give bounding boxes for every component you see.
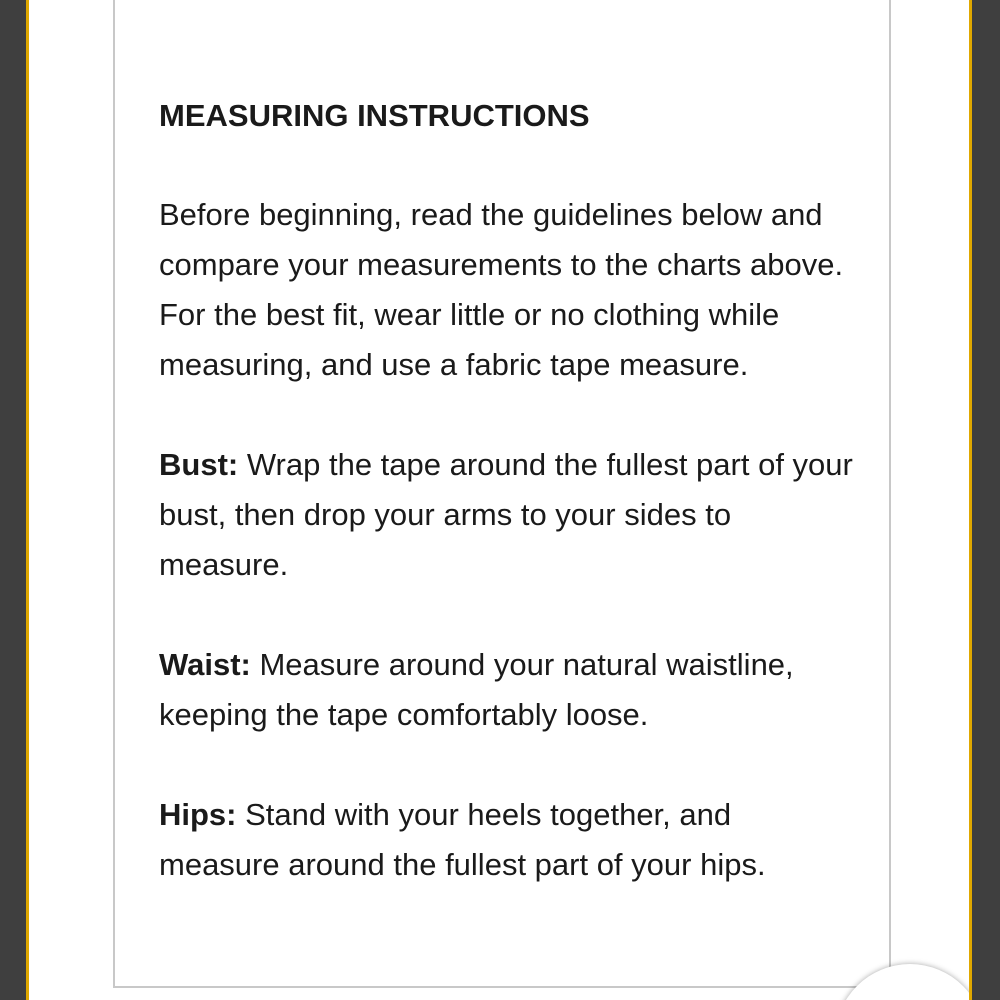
intro-line-2: For the best fit, wear little or no clothing while measuring, and use a fabric tape measure. <box>159 297 780 382</box>
hips-label: Hips: <box>159 797 237 832</box>
bust-text: Wrap the tape around the fullest part of your bust, then drop your arms to your sides to measure. <box>159 447 853 582</box>
page-viewport <box>26 0 972 1000</box>
section-title: MEASURING INSTRUCTIONS <box>159 98 590 133</box>
bust-instruction <box>159 440 859 590</box>
bust-label: Bust: <box>159 447 239 482</box>
waist-text: Measure around your natural waistline, keeping the tape comfortably loose. <box>159 647 794 732</box>
intro-paragraph <box>159 190 859 390</box>
measuring-instructions-card <box>113 0 891 988</box>
intro-line-1: Before beginning, read the guidelines below and compare your measurements to the charts above. <box>159 197 844 282</box>
waist-instruction <box>159 640 859 740</box>
hips-text: Stand with your heels together, and measure around the fullest part of your hips. <box>159 797 766 882</box>
hips-instruction <box>159 790 859 890</box>
instructions-content <box>159 94 859 890</box>
waist-label: Waist: <box>159 647 251 682</box>
